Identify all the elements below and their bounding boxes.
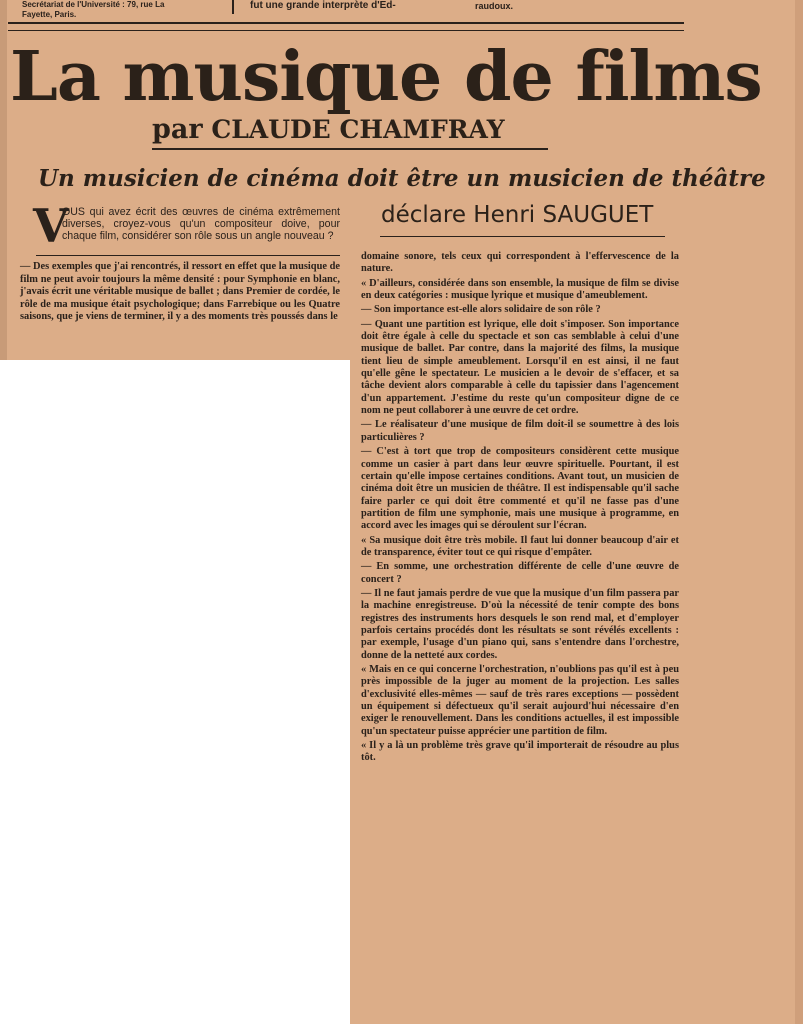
top-rule-thin	[8, 30, 684, 31]
previous-article-line-2: Fayette, Paris.	[22, 10, 77, 19]
paragraph: « D'ailleurs, considérée dans son ensemble, la musique de film se divise en deux catégories : musique lyrique et musique d'ameublement.	[361, 277, 679, 302]
drop-cap: V	[33, 199, 69, 253]
previous-article-middle: fut une grande interprète d'Ed-	[250, 0, 396, 11]
clipping-left-edge	[0, 0, 7, 360]
article-subhead: Un musicien de cinéma doit être un musicien de théâtre	[38, 165, 766, 192]
left-column	[20, 261, 340, 326]
previous-article-line-1: Secrétariat de l'Université : 79, rue La	[22, 0, 165, 9]
paragraph: — Quant une partition est lyrique, elle doit s'imposer. Son importance doit être égale à celle du spectacle et son cas semblable à celui d'une musique de ballet. Par contre, dans la majorité des films, la musique tient lieu de simple ameublement. Lorsqu'il en est ainsi, il ne faut qu'elle gêne le spectateur. Le musicien a le devoir de s'effacer, et sa tâche devient alors comparable à celle du tapissier dans l'agencement d'un appartement. J'estime du reste qu'un compositeur digne de ce nom ne peut collaborer à une œuvre de cet ordre.	[361, 318, 679, 417]
paragraph: — Des exemples que j'ai rencontrés, il ressort en effet que la musique de film ne peut avoir toujours la même densité : pour Symphonie en blanc, j'avais écrit une véritable musique de ballet ; dans Premier de cordée, le rôle de ma musique était psychologique; dans Farrebique ou les Quatre saisons, que je viens de terminer, il y a des moments très poussés dans le	[20, 261, 340, 322]
paragraph: — C'est à tort que trop de compositeurs considèrent cette musique comme un casier à part dans leur œuvre spirituelle. Pourtant, il est certain qu'elle impose certaines conditions. Avant tout, un musicien de cinéma doit être un musicien de théâtre. Il est indispensable qu'il sache faire parler ce qui doit être commenté et qu'il ne fasse pas d'une partition de film une symphonie, mais une musique à programme, en accord avec les images qui se déroulent sur l'écran.	[361, 446, 679, 532]
paragraph: « Sa musique doit être très mobile. Il faut lui donner beaucoup d'air et de transparence, éviter tout ce qui risque d'empâter.	[361, 534, 679, 558]
byline	[152, 114, 505, 145]
interview-question: OUS qui avez écrit des œuvres de cinéma extrêmement diverses, croyez-vous qu'un compositeur doive, pour chaque film, considérer son rôle sous un angle nouveau ?	[62, 206, 340, 243]
byline-rule	[152, 148, 548, 150]
paragraph: — Son importance est-elle alors solidaire de son rôle ?	[361, 304, 601, 316]
paragraph: — Le réalisateur d'une musique de film doit-il se soumettre à des lois particulières ?	[361, 419, 679, 443]
paragraph: — Il ne faut jamais perdre de vue que la musique d'un film passera par la machine enregistreuse. D'où la nécessité de tenir compte des bons registres des instruments hors desquels le son rend mal, et d'employer parfois certains procédés dont les résultats se sont révélés excellents : par exemple, l'usage d'un piano qui, sans s'entendre dans l'orchestre, donne de la netteté aux cordes.	[361, 587, 679, 661]
paragraph: domaine sonore, tels ceux qui correspondent à l'effervescence de la nature.	[361, 251, 679, 275]
article-headline: La musique de films	[10, 37, 762, 117]
column-divider-top	[232, 0, 234, 14]
paragraph: — En somme, une orchestration différente de celle d'une œuvre de concert ?	[361, 561, 679, 585]
declare-rule	[380, 236, 665, 237]
previous-article-right: raudoux.	[475, 1, 514, 11]
clipping-edge	[795, 0, 803, 1024]
right-column	[361, 251, 679, 767]
paragraph: « Il y a là un problème très grave qu'il importerait de résoudre au plus tôt.	[361, 740, 679, 764]
paragraph: « Mais en ce qui concerne l'orchestration, n'oublions pas qu'il est à peu près impossible de la juger au moment de la projection. Les salles d'exclusivité elles-mêmes — sauf de très rares exceptions — possèdent un équipement si défectueux qu'il serait aujourd'hui nécessaire d'en exiger le renouvellement. Dans les conditions actuelles, il est impossible qu'un spectateur puisse apprécier une partition de film.	[361, 664, 679, 737]
intro-rule	[36, 255, 340, 256]
previous-article-fragment	[22, 0, 232, 20]
top-rule	[8, 22, 684, 24]
interview-subject: déclare Henri SAUGUET	[381, 202, 654, 228]
byline-author: CLAUDE CHAMFRAY	[211, 115, 505, 144]
byline-par: par	[152, 114, 203, 145]
